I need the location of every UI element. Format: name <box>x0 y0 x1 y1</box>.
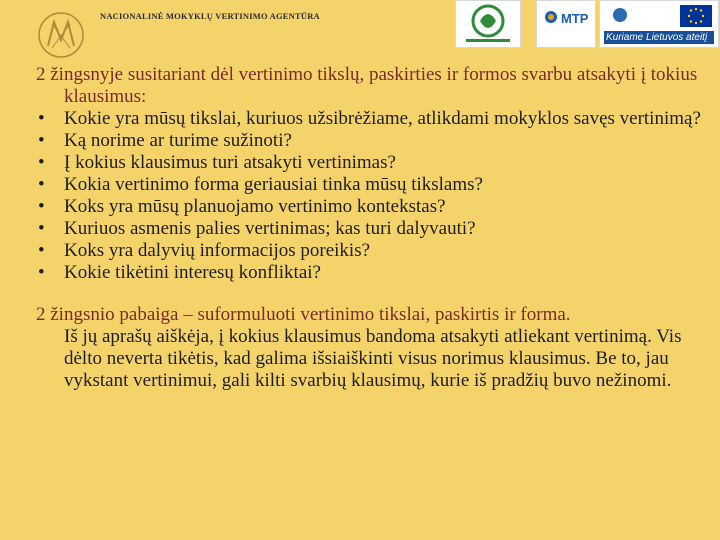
bullet-icon: • <box>38 152 45 173</box>
eu-logo <box>599 0 719 48</box>
bullet-icon: • <box>38 262 45 283</box>
partner-logo-1 <box>455 0 521 48</box>
bullet-icon: • <box>38 218 45 239</box>
section2-paragraph: Iš jų aprašų aiškėja, į kokius klausimus bandoma atsakyti atliekant vertinimą. Vis dėlto neverta tikėtis, kad galima išsiaiškinti visus norimus klausimus. Be to, jau vykstant vertinimui, gali kilti svarbių klausimų, kurie iš pradžių buvo nežinomi. <box>64 326 682 391</box>
slide-content <box>36 64 712 392</box>
eu-slogan: Kuriame Lietuvos ateitį <box>606 32 708 43</box>
section1-heading: 2 žingsnyje susitariant dėl vertinimo tikslų, paskirties ir formos svarbu atsakyti į tokius klausimus: <box>36 64 698 107</box>
mtp-label: MTP <box>561 11 589 26</box>
green-emblem-icon <box>456 1 520 47</box>
list-item: • Ką norime ar turime sužinoti? <box>38 130 292 151</box>
bullet-icon: • <box>38 130 45 151</box>
section2-heading: 2 žingsnio pabaiga – suformuluoti vertinimo tikslai, paskirtis ir forma. <box>36 304 571 325</box>
list-item: • Kokie tikėtini interesų konfliktai? <box>38 262 321 283</box>
list-item: • Kokia vertinimo forma geriausiai tinka mūsų tikslams? <box>38 174 483 195</box>
list-item: • Į kokius klausimus turi atsakyti vertinimas? <box>38 152 396 173</box>
question-list <box>36 108 712 284</box>
list-item: • Koks yra mūsų planuojamo vertinimo kontekstas? <box>38 196 446 217</box>
agency-name: NACIONALINĖ MOKYKLŲ VERTINIMO AGENTŪRA <box>100 11 320 21</box>
list-item: • Koks yra dalyvių informacijos poreikis? <box>38 240 371 261</box>
list-item: • Kuriuos asmenis palies vertinimas; kas turi dalyvauti? <box>38 218 476 239</box>
list-item: • Kokie yra mūsų tikslai, kuriuos užsibrėžiame, atlikdami mokyklos savęs vertinimą? <box>38 108 701 129</box>
header <box>0 0 720 60</box>
bullet-icon: • <box>38 196 45 217</box>
partner-logo-2 <box>536 0 596 48</box>
bullet-icon: • <box>38 240 45 261</box>
bullet-icon: • <box>38 174 45 195</box>
nma-logo-icon <box>36 10 86 60</box>
bullet-icon: • <box>38 108 45 129</box>
